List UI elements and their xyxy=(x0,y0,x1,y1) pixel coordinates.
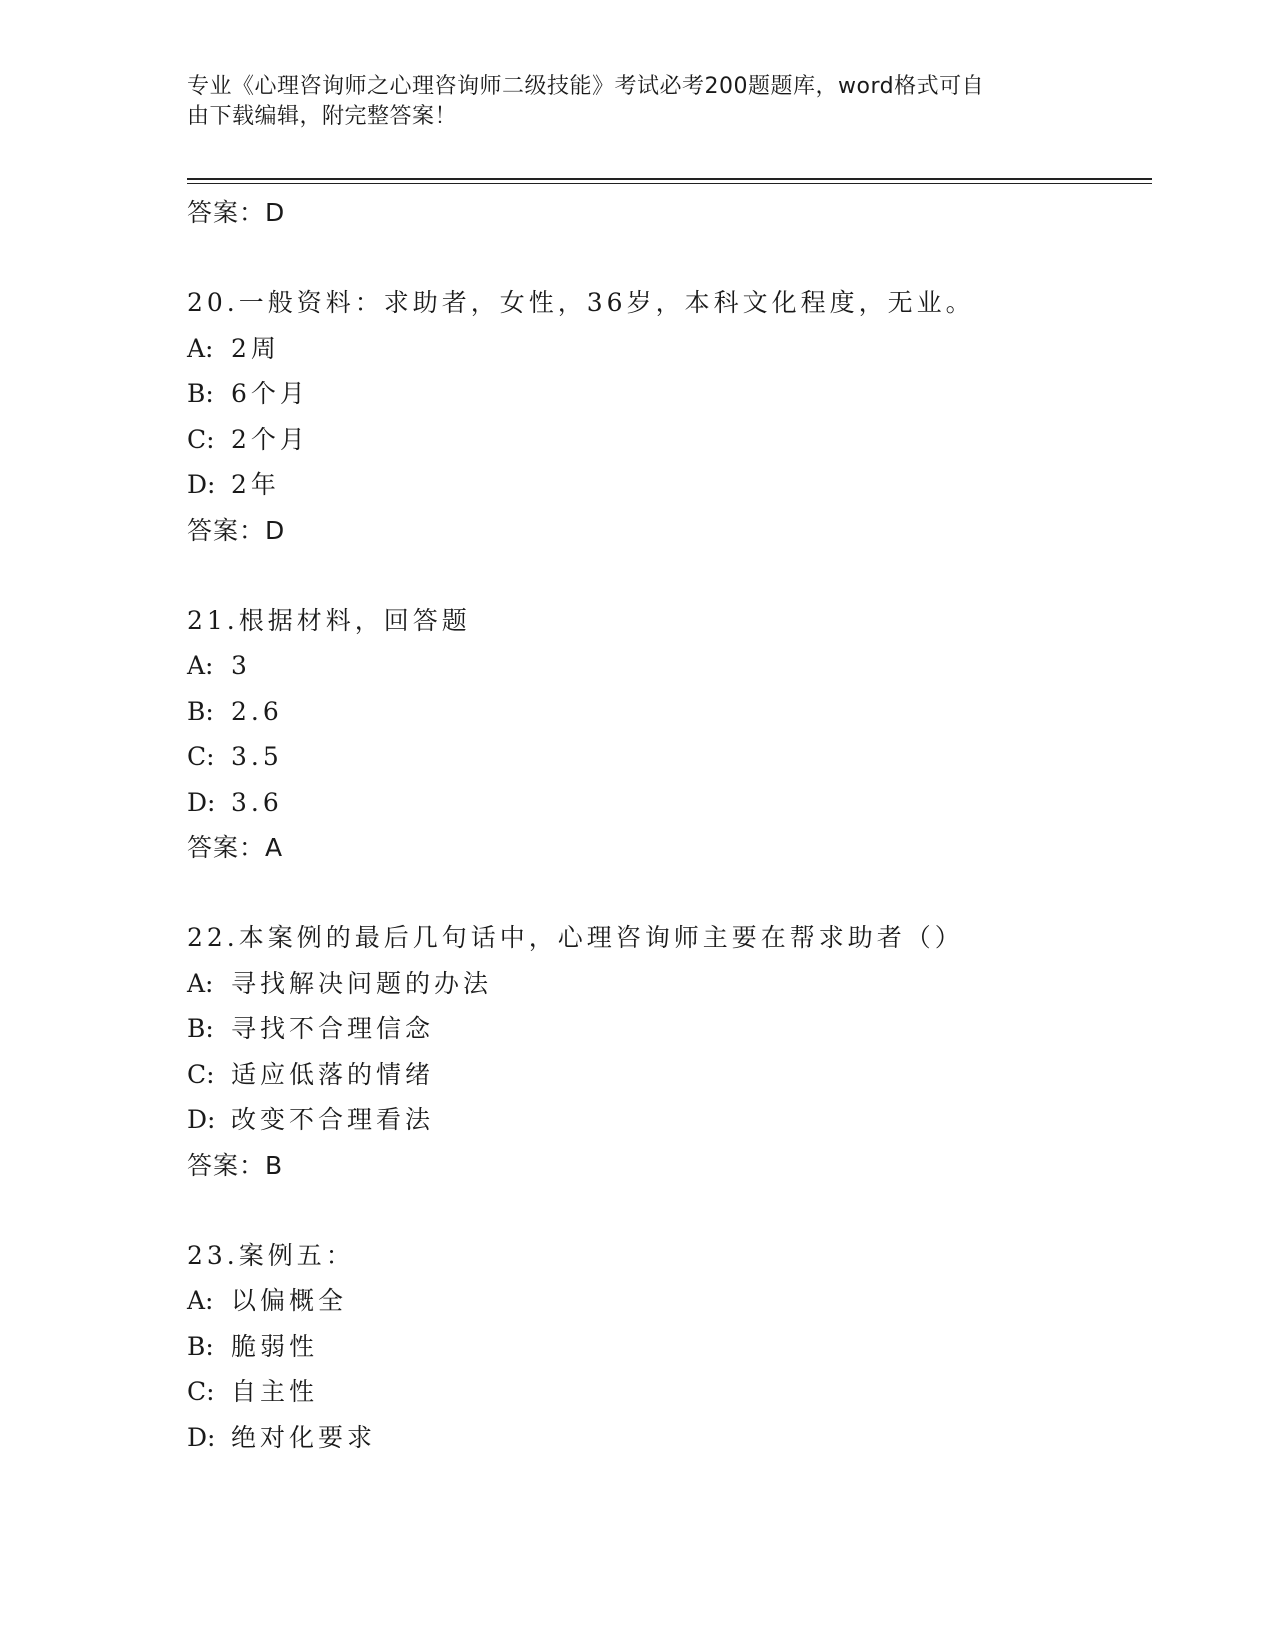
option-text: 寻找解决问题的办法 xyxy=(231,968,493,998)
option-text: 脆弱性 xyxy=(231,1331,319,1361)
option-d xyxy=(187,462,1152,508)
question-title: 20.一般资料：求助者，女性，36岁，本科文化程度，无业。 xyxy=(187,288,975,317)
answer-line: 答案：D xyxy=(187,515,286,545)
option-d xyxy=(187,1415,1152,1461)
question-item xyxy=(187,280,1152,554)
option-text: 改变不合理看法 xyxy=(231,1105,435,1134)
header-line-1: 专业《心理咨询师之心理咨询师二级技能》考试必考200题题库，word格式可自 xyxy=(187,74,985,99)
option-text: 2个月 xyxy=(231,424,309,454)
option-text: 寻找不合理信念 xyxy=(231,1014,435,1043)
option-label: C: xyxy=(187,424,215,454)
option-c xyxy=(187,734,1152,780)
option-a xyxy=(187,326,1152,372)
header-line-2: 由下载编辑，附完整答案！ xyxy=(187,104,458,129)
option-label: A: xyxy=(187,968,214,998)
option-text: 2周 xyxy=(231,333,280,363)
option-text: 自主性 xyxy=(231,1377,319,1406)
option-label: C: xyxy=(187,742,215,771)
question-title: 22.本案例的最后几句话中，心理咨询师主要在帮求助者（） xyxy=(187,923,964,952)
option-c xyxy=(187,1369,1152,1415)
option-label: B: xyxy=(187,696,214,726)
answer-line: 答案：B xyxy=(187,1150,284,1180)
option-label: C: xyxy=(187,1059,215,1089)
option-b xyxy=(187,1324,1152,1370)
header-divider xyxy=(187,178,1152,180)
option-text: 2.6 xyxy=(231,696,283,726)
option-label: D: xyxy=(187,470,216,499)
option-text: 3 xyxy=(231,651,251,680)
option-label: A: xyxy=(187,1286,214,1315)
question-item xyxy=(187,1233,1152,1461)
option-a xyxy=(187,961,1152,1007)
answer-line: 答案：D xyxy=(187,198,286,227)
option-label: A: xyxy=(187,651,214,680)
option-b xyxy=(187,1006,1152,1052)
option-label: D: xyxy=(187,787,216,817)
option-d xyxy=(187,1097,1152,1143)
question-title: 23.案例五： xyxy=(187,1240,355,1270)
option-b xyxy=(187,371,1152,417)
option-label: B: xyxy=(187,1014,214,1043)
question-item xyxy=(187,598,1152,872)
question-item xyxy=(187,915,1152,1189)
question-list xyxy=(187,190,1152,1460)
option-a xyxy=(187,1278,1152,1324)
option-label: B: xyxy=(187,1331,214,1361)
option-text: 3.5 xyxy=(231,742,283,771)
header-divider-thin xyxy=(187,183,1152,184)
option-text: 绝对化要求 xyxy=(231,1422,377,1452)
document-header xyxy=(187,72,1087,132)
option-b xyxy=(187,689,1152,735)
option-text: 3.6 xyxy=(231,787,283,817)
question-title: 21.根据材料，回答题 xyxy=(187,605,471,635)
option-label: D: xyxy=(187,1105,216,1134)
option-text: 适应低落的情绪 xyxy=(231,1059,435,1089)
option-c xyxy=(187,1052,1152,1098)
option-c xyxy=(187,417,1152,463)
option-label: B: xyxy=(187,379,214,408)
option-label: D: xyxy=(187,1422,216,1452)
option-a xyxy=(187,643,1152,689)
option-text: 以偏概全 xyxy=(231,1286,348,1315)
answer-line: 答案：A xyxy=(187,833,284,862)
option-d xyxy=(187,780,1152,826)
option-label: C: xyxy=(187,1377,215,1406)
option-text: 2年 xyxy=(231,470,280,499)
option-text: 6个月 xyxy=(231,379,309,408)
option-label: A: xyxy=(187,333,214,363)
